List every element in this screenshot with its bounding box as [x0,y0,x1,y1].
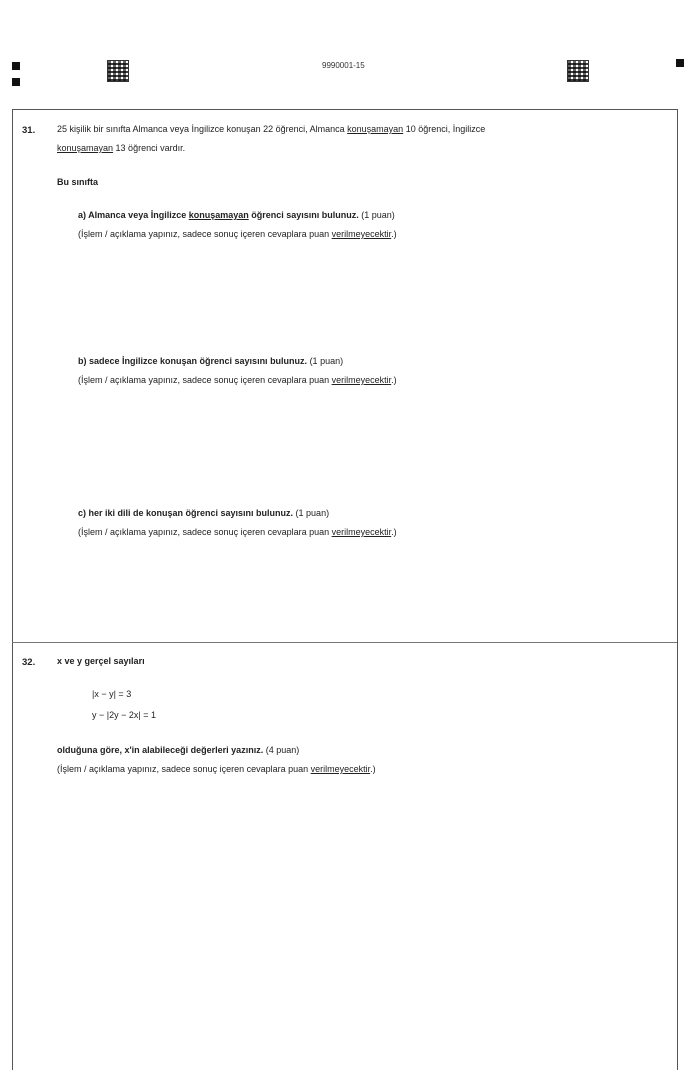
q32-instruction [57,761,376,777]
question-32-intro: x ve y gerçel sayıları [57,656,145,666]
q31-line1-part-b: 10 öğrenci, İngilizce [403,124,486,134]
note-text-underlined: verilmeyecektir [310,764,371,774]
q32-question: olduğuna göre, x'in alabileceği değerleri yazınız. [57,745,264,755]
note-text-after: .) [391,375,397,385]
note-text-before: (İşlem / açıklama yapınız, sadece sonuç içeren cevaplara puan [78,229,332,239]
question-31-intro: Bu sınıfta [57,177,99,187]
note-text-after: .) [370,764,376,774]
q31a-points: (1 puan) [358,210,395,220]
document-id: 9990001-15 [322,61,365,70]
q31b-instruction [78,372,397,388]
q31c-label: c) her iki dili de konuşan öğrenci sayısını bulunuz. [78,508,294,518]
note-text-before: (İşlem / açıklama yapınız, sadece sonuç içeren cevaplara puan [78,375,332,385]
question-31-text-line2 [57,140,185,156]
question-31-number: 31. [22,125,36,136]
registration-mark-top-left [12,62,20,70]
question-31a [78,207,395,223]
note-text-after: .) [391,229,397,239]
q31-line2-underlined: konuşamayan [57,143,114,153]
question-32-equation-2: y − |2y − 2x| = 1 [92,710,156,720]
question-31b [78,353,343,369]
q31b-label: b) sadece İngilizce konuşan öğrenci sayısını bulunuz. [78,356,308,366]
note-text-before: (İşlem / açıklama yapınız, sadece sonuç içeren cevaplara puan [78,527,332,537]
q31-line2-part-b: 13 öğrenci vardır. [113,143,186,153]
datamatrix-code-right [567,60,589,82]
q31a-label-b: öğrenci sayısını bulunuz. [248,210,359,220]
q31-line1-part-a: 25 kişilik bir sınıfta Almanca veya İngilizce konuşan 22 öğrenci, Almanca [57,124,348,134]
registration-mark-top-right [676,59,684,67]
question-divider [12,642,677,643]
question-frame [12,109,678,1070]
note-text-underlined: verilmeyecektir [331,375,392,385]
question-31c [78,505,329,521]
note-text-underlined: verilmeyecektir [331,229,392,239]
question-32-number: 32. [22,657,36,668]
q31b-points: (1 puan) [307,356,344,366]
q32-points: (4 puan) [263,745,300,755]
note-text-after: .) [391,527,397,537]
q31a-label-a: a) Almanca veya İngilizce [78,210,189,220]
question-31-text-line1 [57,121,485,137]
note-text-before: (İşlem / açıklama yapınız, sadece sonuç içeren cevaplara puan [57,764,311,774]
registration-mark-left-2 [12,78,20,86]
datamatrix-code-left [107,60,129,82]
question-32-prompt [57,742,299,758]
q31a-label-underlined: konuşamayan [188,210,249,220]
note-text-underlined: verilmeyecektir [331,527,392,537]
q31-line1-underlined: konuşamayan [347,124,404,134]
q31c-instruction [78,524,397,540]
q31c-points: (1 puan) [293,508,330,518]
question-32-equation-1: |x − y| = 3 [92,689,132,699]
q31a-instruction [78,226,397,242]
